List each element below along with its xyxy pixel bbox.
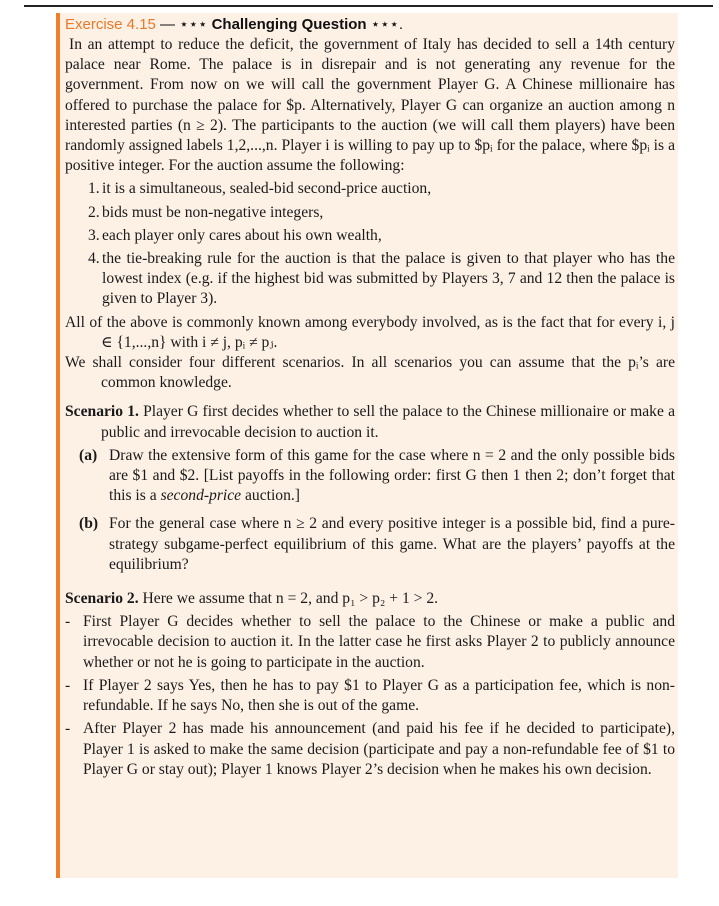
scenario-2-text: Here we assume that n = 2, and p₁ > p₂ + 1 > 2. bbox=[138, 590, 439, 608]
scenario-2-label: Scenario 2. bbox=[65, 590, 139, 608]
list-item: 4. the tie-breaking rule for the auction is that the palace is given to that player who has the lowest index (e.g. if the highest bid was submitted by Players 3, 7 and 12 then the palace is given to Player 3). bbox=[88, 250, 675, 308]
scenario-1-part-a: (a) Draw the extensive form of this game for the case where n = 2 and the only possible bids are $1 and $2. [List payoffs in the following order: first G then 1 then 2; don’t forget that this is a second-price auction.] bbox=[79, 446, 675, 505]
top-rule bbox=[24, 5, 713, 7]
exercise-number: Exercise 4.15 bbox=[65, 16, 156, 33]
list-item: 1. it is a simultaneous, sealed-bid second-price auction, bbox=[88, 180, 432, 198]
list-item: 3. each player only cares about his own wealth, bbox=[88, 226, 382, 244]
scenario-1-text: Player G first decides whether to sell the palace to the Chinese millionaire or make a public and irrevocable decision to auction it. bbox=[101, 403, 675, 441]
scenario-2-bullet: - After Player 2 has made his announcement (and paid his fee if he decided to participate), Player 1 is asked to make the same decision (participate and pay a non-refundable fee of $1 to Player G or stay out); Player 1 knows Player 2’s decision when he makes his own decision. bbox=[65, 720, 675, 778]
rules-list bbox=[65, 179, 675, 309]
scenarios-intro-paragraph: We shall consider four different scenarios. In all scenarios you can assume that the pᵢ’s are common knowledge. bbox=[65, 354, 675, 392]
scenario-1-label: Scenario 1. bbox=[65, 403, 139, 421]
list-item: 2. bids must be non-negative integers, bbox=[88, 203, 324, 221]
exercise-title bbox=[65, 15, 675, 35]
scenario-1 bbox=[65, 402, 675, 442]
intro-paragraph: In an attempt to reduce the deficit, the government of Italy has decided to sell a 14th century palace near Rome. The palace is in disrepair and is not generating any revenue for the government. From now on we will call the government Player G. A Chinese millionaire has offered to purchase the palace for $p. Alternatively, Player G can organize an auction among n interested parties (n ≥ 2). The participants to the auction (we will call them players) have been randomly assigned labels 1,2,...,n. Player i is willing to pay up to $pᵢ for the palace, where $pᵢ is a positive integer. For the auction assume the following: bbox=[65, 36, 675, 175]
scenario-2 bbox=[65, 589, 675, 609]
exercise-content bbox=[65, 15, 675, 780]
scenario-2-bullet: - First Player G decides whether to sell the palace to the Chinese or make a public and irrevocable decision to auction it. In the latter case he first asks Player 2 to publicly announce whether or not he is going to participate in the auction. bbox=[65, 613, 675, 671]
scenario-2-bullet: - If Player 2 says Yes, then he has to pay $1 to Player G as a participation fee, which is non-refundable. If he says No, then she is out of the game. bbox=[65, 676, 675, 715]
common-knowledge-paragraph: All of the above is commonly known among everybody involved, as is the fact that for every i, j ∈ {1,...,n} with i ≠ j, pᵢ ≠ pⱼ. bbox=[65, 313, 675, 351]
question-label: Challenging Question bbox=[207, 16, 371, 33]
stars-left: ⋆⋆⋆ bbox=[179, 16, 208, 33]
scenario-1-part-b: (b) For the general case where n ≥ 2 and every positive integer is a possible bid, find a pure-strategy subgame-perfect equilibrium of this game. What are the players’ payoffs at the equilibrium? bbox=[79, 515, 675, 573]
title-dash: — bbox=[155, 16, 180, 33]
stars-right: ⋆⋆⋆. bbox=[370, 16, 404, 33]
